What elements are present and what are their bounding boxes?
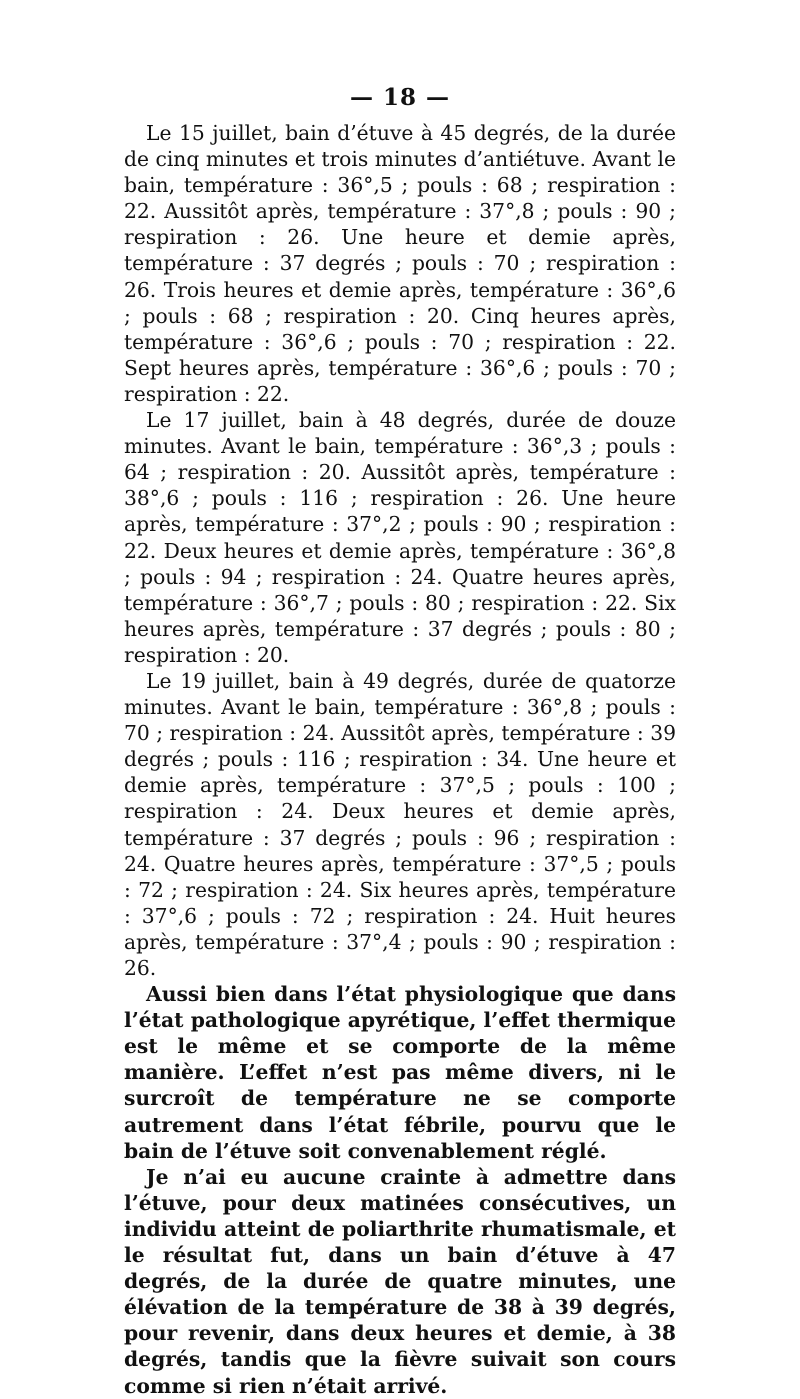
paragraph-rheumatism-case: Je n’ai eu aucune crainte à admettre dans l’étuve, pour deux matinées consécutives, un individu atteint de poliarthrite rhumatismale, et le résultat fut, dans un bain d’étuve à 47 degrés, de la durée de quatre minutes, une élévation de la température de 38 à 39 degrés, pour revenir, dans deux heures et demie, à 38 degrés, tandis que la fièvre suivait son cours comme si rien n’était arrivé. — [124, 1164, 676, 1398]
paragraph-july-19: Le 19 juillet, bain à 49 degrés, durée de quatorze minutes. Avant le bain, température : 36°,8 ; pouls : 70 ; respiration : 24. Aussitôt après, température : 39 degrés ; pouls : 116 ; respiration : 34. Une heure et demie après, température : 37°,5 ; pouls : 100 ; respiration : 24. Deux heures et demie après, température : 37 degrés ; pouls : 96 ; respiration : 24. Quatre heures après, température : 37°,5 ; pouls : 72 ; respiration : 24. Six heures après, température : 37°,6 ; pouls : 72 ; respiration : 24. Huit heures après, température : 37°,4 ; pouls : 90 ; respiration : 26. — [124, 668, 676, 980]
paragraph-july-17: Le 17 juillet, bain à 48 degrés, durée de douze minutes. Avant le bain, température : 36°,3 ; pouls : 64 ; respiration : 20. Aussitôt après, température : 38°,6 ; pouls : 116 ; respiration : 26. Une heure après, température : 37°,2 ; pouls : 90 ; respiration : 22. Deux heures et demie après, température : 36°,8 ; pouls : 94 ; respiration : 24. Quatre heures après, température : 36°,7 ; pouls : 80 ; respiration : 22. Six heures après, température : 37 degrés ; pouls : 80 ; respiration : 20. — [124, 408, 676, 667]
paragraph-july-15: Le 15 juillet, bain d’étuve à 45 degrés, de la durée de cinq minutes et trois minutes d’antiétuve. Avant le bain, température : 36°,5 ; pouls : 68 ; respiration : 22. Aussitôt après, température : 37°,8 ; pouls : 90 ; respiration : 26. Une heure et demie après, température : 37 degrés ; pouls : 70 ; respiration : 26. Trois heures et demie après, température : 36°,6 ; pouls : 68 ; respiration : 20. Cinq heures après, température : 36°,6 ; pouls : 70 ; respiration : 22. Sept heures après, température : 36°,6 ; pouls : 70 ; respiration : 22. — [124, 121, 676, 406]
paragraph-thermal-effect: Aussi bien dans l’état physiologique que dans l’état pathologique apyrétique, l’effet thermique est le même et se comporte de la même manière. L’effet n’est pas même divers, ni le surcroît de température ne se comporte autrement dans l’état fébrile, pourvu que le bain de l’étuve soit convenablement réglé. — [124, 982, 676, 1163]
body-text — [124, 120, 676, 1399]
page-number: — 18 — — [349, 84, 451, 111]
